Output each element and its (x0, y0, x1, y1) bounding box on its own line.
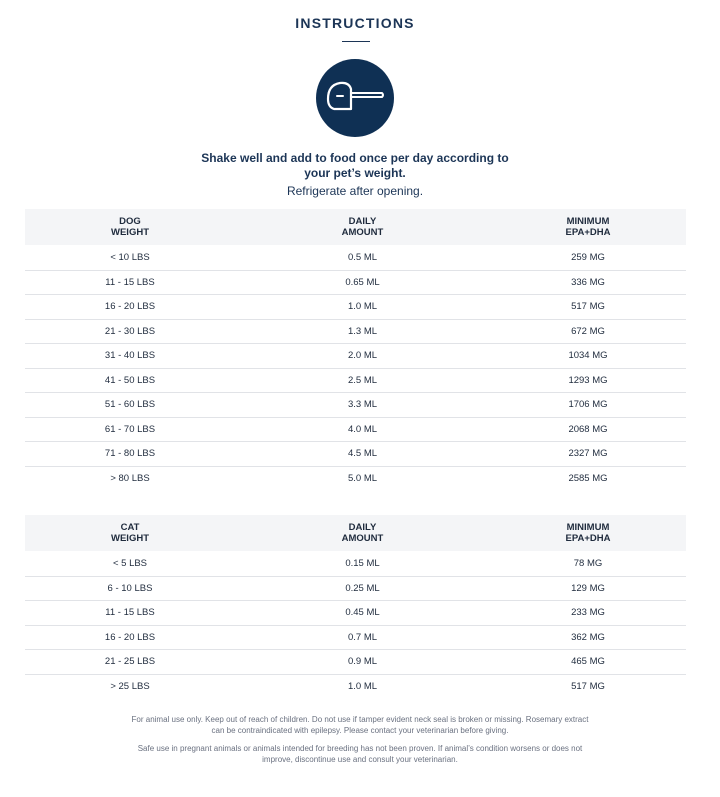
table-row (25, 625, 686, 650)
cell-epa-dha: 1293 MG (568, 374, 608, 386)
measuring-scoop-icon (316, 59, 394, 137)
cell-weight: > 80 LBS (110, 472, 150, 484)
table-row (25, 576, 686, 601)
table-row (25, 392, 686, 417)
table-row (25, 674, 686, 699)
cell-weight: 6 - 10 LBS (107, 582, 153, 594)
cell-daily-amount: 3.3 ML (347, 399, 378, 411)
cell-epa-dha: 129 MG (571, 582, 605, 594)
cell-weight: 16 - 20 LBS (104, 631, 156, 643)
table-row (25, 270, 686, 295)
cell-epa-dha: 336 MG (571, 276, 605, 288)
safety-warning-text: Safe use in pregnant animals or animals intended for breeding has not been proven. If animal’s condition worsens or does not improve, discontinue use and consult your veterinarian. (137, 744, 583, 764)
table-body (25, 245, 686, 490)
cell-weight: 31 - 40 LBS (104, 350, 156, 362)
table-row (25, 600, 686, 625)
column-header-epa-dha: MINIMUM EPA+DHA (565, 216, 611, 238)
cell-daily-amount: 0.25 ML (345, 582, 380, 594)
disclaimer-text: For animal use only. Keep out of reach of children. Do not use if tamper evident neck seal is broken or missing. Rosemary extract can be contraindicated with epilepsy. Please contact your veterinarian before giving. (131, 715, 589, 735)
cell-daily-amount: 0.7 ML (347, 631, 378, 643)
cell-daily-amount: 0.45 ML (345, 607, 380, 619)
cell-weight: 11 - 15 LBS (105, 276, 155, 288)
cell-weight: > 25 LBS (110, 680, 150, 692)
cell-weight: 51 - 60 LBS (104, 399, 156, 411)
cell-daily-amount: 4.0 ML (347, 423, 378, 435)
column-header-daily-amount: DAILY AMOUNT (341, 522, 384, 544)
cell-weight: 21 - 30 LBS (104, 325, 156, 337)
usage-description: Shake well and add to food once per day according to your pet’s weight. (201, 151, 509, 180)
cell-weight: 21 - 25 LBS (104, 656, 156, 668)
table-row (25, 466, 686, 491)
dog-dosage-table (25, 209, 686, 490)
cell-daily-amount: 1.0 ML (347, 680, 378, 692)
cell-epa-dha: 233 MG (571, 607, 605, 619)
cell-epa-dha: 465 MG (571, 656, 605, 668)
cell-daily-amount: 4.5 ML (347, 448, 378, 460)
column-header-daily-amount: DAILY AMOUNT (341, 216, 384, 238)
cell-epa-dha: 1706 MG (568, 399, 608, 411)
page-title: INSTRUCTIONS (295, 15, 415, 31)
table-row (25, 343, 686, 368)
table-row (25, 319, 686, 344)
cell-daily-amount: 0.5 ML (347, 251, 378, 263)
cell-epa-dha: 2327 MG (568, 448, 608, 460)
cell-daily-amount: 1.3 ML (347, 325, 378, 337)
cell-epa-dha: 672 MG (571, 325, 605, 337)
table-row (25, 551, 686, 576)
cell-weight: 16 - 20 LBS (104, 301, 156, 313)
cell-epa-dha: 1034 MG (568, 350, 608, 362)
storage-note: Refrigerate after opening. (286, 184, 424, 198)
table-row (25, 368, 686, 393)
cell-daily-amount: 2.0 ML (347, 350, 378, 362)
cell-daily-amount: 5.0 ML (347, 472, 378, 484)
table-row (25, 649, 686, 674)
cell-daily-amount: 1.0 ML (347, 301, 378, 313)
column-header-weight: CAT WEIGHT (111, 522, 149, 544)
cell-epa-dha: 362 MG (571, 631, 605, 643)
table-row (25, 441, 686, 466)
title-divider (342, 41, 370, 42)
table-row (25, 417, 686, 442)
cell-weight: 71 - 80 LBS (104, 448, 156, 460)
cell-epa-dha: 2585 MG (568, 472, 608, 484)
cell-daily-amount: 2.5 ML (347, 374, 378, 386)
cell-weight: < 5 LBS (112, 557, 148, 569)
column-header-weight: DOG WEIGHT (111, 216, 149, 238)
table-body (25, 551, 686, 698)
cat-dosage-table (25, 515, 686, 698)
table-header (25, 209, 686, 245)
cell-weight: 61 - 70 LBS (104, 423, 156, 435)
cell-epa-dha: 78 MG (573, 557, 603, 569)
cell-epa-dha: 259 MG (571, 251, 605, 263)
table-row (25, 245, 686, 270)
cell-epa-dha: 2068 MG (568, 423, 608, 435)
cell-daily-amount: 0.15 ML (345, 557, 380, 569)
table-header (25, 515, 686, 551)
cell-daily-amount: 0.9 ML (347, 656, 378, 668)
table-row (25, 294, 686, 319)
cell-weight: < 10 LBS (110, 251, 150, 263)
cell-epa-dha: 517 MG (571, 680, 605, 692)
column-header-epa-dha: MINIMUM EPA+DHA (565, 522, 611, 544)
cell-daily-amount: 0.65 ML (345, 276, 380, 288)
cell-weight: 11 - 15 LBS (105, 607, 155, 619)
cell-weight: 41 - 50 LBS (104, 374, 156, 386)
cell-epa-dha: 517 MG (571, 301, 605, 313)
